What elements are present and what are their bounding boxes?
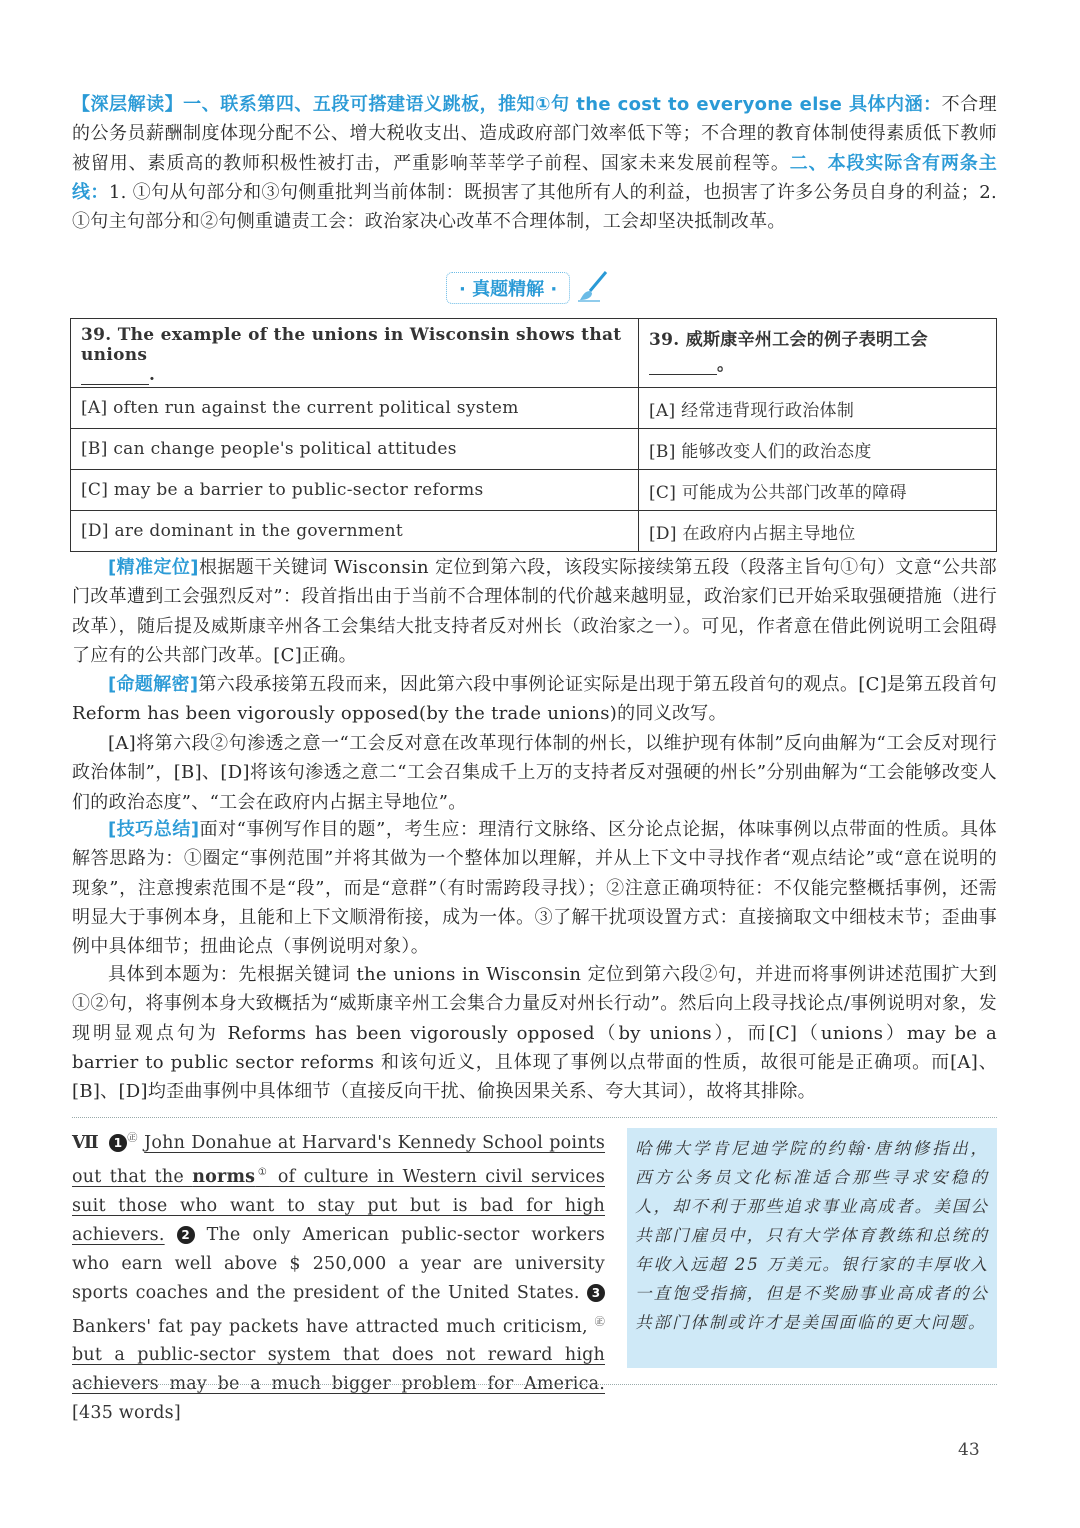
word-count: [435 words] (72, 1403, 181, 1424)
skill-summary-text: 面对“事例写作目的题”，考生应：理清行文脉络、区分论点论据，体味事例以点带面的性质。具体解答思路为：①圈定“事例范围”并将其做为一个整体加以理解，并从上下文中寻找作者“观点结论”或“意在说明的现象”，注意搜索范围不是“段”，而是“意群”（有时需跨段寻找）；②注意正确项特征：不仅能完整概括事例，还需明显大于事例本身，且能和上下文顺滑衔接，成为一体。③了解干扰项设置方式：直接摘取文中细枝末节；歪曲事例中具体细节；扭曲论点（事例说明对象）。 (72, 819, 997, 958)
passage-divider (72, 1384, 997, 1385)
translation-text: 哈佛大学肯尼迪学院的约翰·唐纳修指出，西方公务员文化标准适合那些寻求安稳的人，却不利于那些追求事业高成者。美国公共部门雇员中，只有大学体育教练和总统的年收入远超 25 万美元。银行家的丰厚收入一直饱受指摘，但是不奖励事业高成者的公共部门体制或许才是美国面临的更大问题。 (635, 1139, 989, 1332)
keyword-norms: norms (192, 1166, 256, 1187)
question-secret-text: 第六段承接第五段而来，因此第六段中事例论证实际是出现于第五段首句的观点。[C]是第五段首句 Reform has been vigorously opposed(by the trade unions)的同义改写。 (72, 674, 997, 725)
option-a-zh: [A] 经常违背现行政治体制 (639, 388, 997, 429)
analysis-text-two: 1. ①句从句部分和③句侧重批判当前体制：既损害了其他所有人的利益，也损害了许多公务员自身的利益；2. ①句主句部分和②句侧重谴责工会：政治家决心改革不合理体制，工会却坚决抵制改革。 (72, 181, 997, 233)
sentence-3b: but a public-sector system that does not reward high achievers may be a much bigger problem for America. (72, 1345, 605, 1395)
option-b-zh: [B] 能够改变人们的政治态度 (639, 429, 997, 470)
analysis-text-one: 不合理的公务员薪酬制度体现分配不公、增大税收支出、造成政府部门效率低下等；不合理的教育体制使得素质低下教师被留用、素质高的教师积极性被打击，严重影响莘莘学子前程、国家未来发展前程等。 (72, 94, 997, 174)
precise-locate-label: [精准定位] (108, 557, 199, 578)
sentence-number-2: 2 (177, 1226, 195, 1244)
specific-solution (72, 960, 997, 1106)
question-secret-label: [命题解密] (108, 674, 199, 695)
skill-summary (72, 815, 997, 961)
option-row-c (71, 470, 997, 511)
section-divider (72, 1117, 997, 1118)
precise-locate-text: 根据题干关键词 Wisconsin 定位到第六段，该段实际接续第五段（段落主旨句①句）文意“公共部门改革遭到工会强烈反对”：段首指出由于当前不合理体制的代价越来越明显，政治家们已开始采取强硬措施（进行改革），随后提及威斯康辛州各工会集结大批支持者反对州长（政治家之一）。可见，作者意在借此例说明工会阻碍了应有的公共部门改革。[C]正确。 (72, 557, 997, 666)
page-number: 43 (958, 1440, 980, 1460)
option-row-d (71, 511, 997, 552)
banner-title: · 真题精解 · (446, 272, 570, 304)
option-row-b (71, 429, 997, 470)
precise-locate (72, 553, 997, 670)
paragraph-number: Ⅶ (72, 1132, 99, 1153)
specific-solution-text: 具体到本题为：先根据关键词 the unions in Wisconsin 定位到第六段②句，并进而将事例讲述范围扩大到①②句，将事例本身大致概括为“威斯康辛州工会集合力量反对州长行动”。然后向上段寻找论点/事例说明对象，发现明显观点句为 Reforms has been vigorously opposed（by unions），而[C]（unions）may be a barrier to public sector reforms 和该句近义，且体现了事例以点带面的性质，故很可能是正确项。而[A]、[B]、[D]均歪曲事例中具体细节（直接反向干扰、偷换因果关系、夸大其词），故将其排除。 (72, 964, 997, 1103)
translation-box (627, 1128, 997, 1368)
analysis-point-one: 一、联系第四、五段可搭建语义跳板，推知①句 the cost to everyone else 具体内涵： (183, 94, 942, 115)
sentence-number-3: 3 (587, 1284, 605, 1302)
sentence-1: John Donahue at Harvard's Kennedy School points out that the norms① of culture in Western civil services suit those who want to stay put but is bad for high achievers. (72, 1132, 606, 1245)
passage-paragraph: Ⅶ 1 ㊣ John Donahue at Harvard's Kennedy School points out that the norms① of culture in Western civil services suit those who want to stay put but is bad for high achievers. 2 The only American public-sector workers who earn well above $ 250,000 a year are university sports coaches and the president of the United States. 3 Bankers' fat pay packets have attracted much criticism, ㊣but a public-sector system that does not reward high achievers may be a much bigger problem for America. [435 words] (72, 1124, 605, 1428)
brush-icon (576, 269, 610, 307)
option-d-zh: [D] 在政府内占据主导地位 (639, 511, 997, 552)
question-stem-row (71, 319, 997, 388)
option-b-en: [B] can change people's political attitudes (71, 429, 639, 470)
option-c-zh: [C] 可能成为公共部门改革的障碍 (639, 470, 997, 511)
option-row-a (71, 388, 997, 429)
distractor-text: [A]将第六段②句渗透之意一“工会反对意在改革现行体制的州长，以维护现有体制”反向曲解为“工会反对现行政治体制”，[B]、[D]将该句渗透之意二“工会召集成千上万的支持者反对强硬的州长”分别曲解为“工会能够改变人们的政治态度”、“工会在政府内占据主导地位”。 (72, 733, 997, 813)
section-banner (446, 272, 610, 304)
option-a-en: [A] often run against the current political system (71, 388, 639, 429)
option-d-en: [D] are dominant in the government (71, 511, 639, 552)
distractor-analysis (72, 729, 997, 817)
question-secret (72, 670, 997, 729)
question-table (70, 318, 997, 552)
question-stem-zh: 39. 威斯康辛州工会的例子表明工会 。 (639, 319, 997, 388)
sentence-3a: Bankers' fat pay packets have attracted much criticism, (72, 1316, 595, 1337)
skill-summary-label: [技巧总结] (108, 819, 200, 840)
analysis-point-two: 二、本段实际含有两条主线： (72, 152, 997, 203)
deep-analysis-label: 【深层解读】 (72, 94, 184, 115)
question-stem-en: 39. The example of the unions in Wisconsin shows that unions . (71, 319, 639, 388)
sentence-number-1: 1 (109, 1134, 127, 1152)
sentence-2: The only American public-sector workers who earn well above $ 250,000 a year are university sports coaches and the president of the United States. (72, 1224, 605, 1303)
deep-analysis (72, 90, 997, 236)
option-c-en: [C] may be a barrier to public-sector reforms (71, 470, 639, 511)
